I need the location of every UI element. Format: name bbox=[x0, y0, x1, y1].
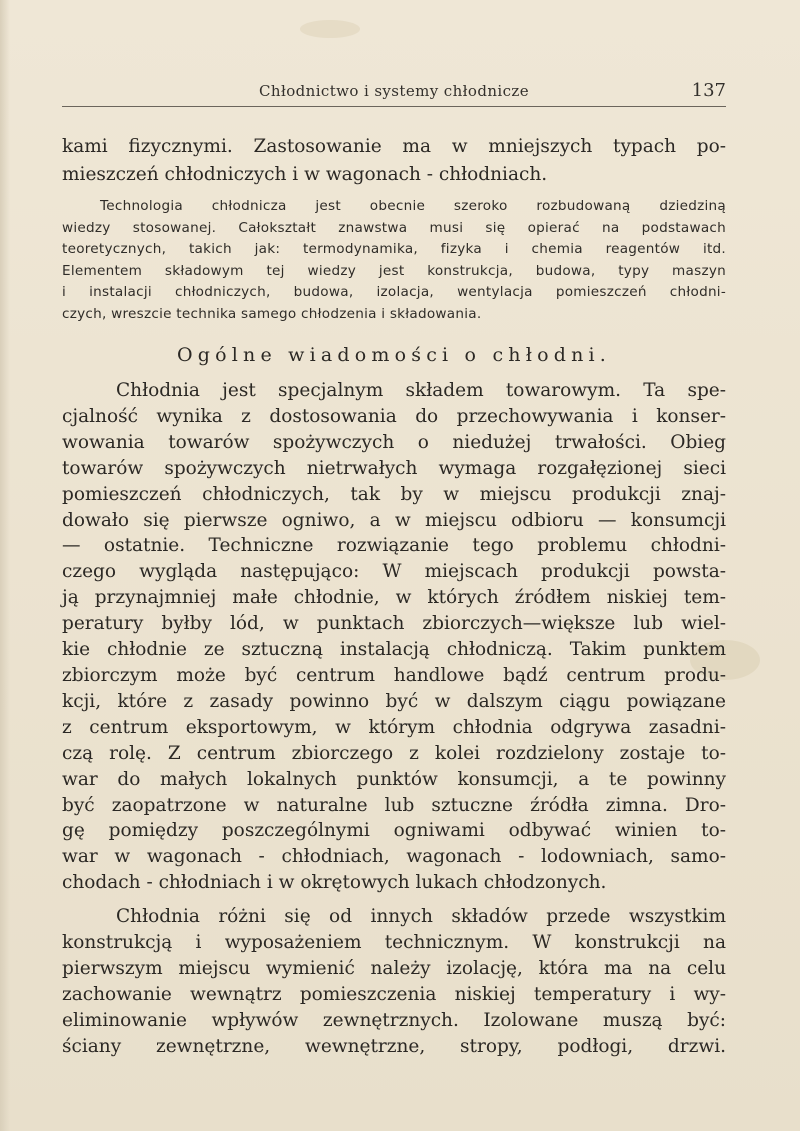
text-line: war w wagonach - chłodniach, wagonach - lodowniach, samo- bbox=[62, 846, 726, 868]
text-line: wiedzy stosowanej. Całokształt znawstwa musi się opierać na podstawach bbox=[62, 219, 726, 236]
intro-paragraph bbox=[62, 196, 726, 325]
text-line: mieszczeń chłodniczych i w wagonach - chłodniach. bbox=[62, 164, 548, 185]
text-line: gę pomiędzy poszczególnymi ogniwami odbywać winien to- bbox=[62, 820, 726, 842]
running-title: Chłodnictwo i systemy chłodnicze bbox=[259, 82, 529, 100]
text-line: Technologia chłodnicza jest obecnie szeroko rozbudowaną dziedziną bbox=[100, 198, 726, 214]
text-line: ją przynajmniej małe chłodnie, w których źródłem niskiej tem- bbox=[62, 587, 726, 609]
page-number: 137 bbox=[691, 80, 726, 101]
text-line: pierwszym miejscu wymienić należy izolację, która ma na celu bbox=[62, 958, 726, 979]
page-header bbox=[62, 80, 726, 107]
text-line: zachowanie wewnątrz pomieszczenia niskiej temperatury i wy- bbox=[62, 984, 726, 1005]
text-line: i instalacji chłodniczych, budowa, izolacja, wentylacja pomieszczeń chłodni- bbox=[62, 284, 726, 300]
text-line: konstrukcją i wyposażeniem technicznym. W konstrukcji na bbox=[62, 932, 726, 953]
text-line: peratury byłby lód, w punktach zbiorczych—większe lub wiel- bbox=[62, 613, 726, 635]
continuation-paragraph bbox=[62, 133, 726, 189]
text-line: ściany zewnętrzne, wewnętrzne, stropy, podłogi, drzwi. bbox=[62, 1036, 726, 1057]
text-line: czych, wreszcie technika samego chłodzenia i składowania. bbox=[62, 305, 482, 322]
text-line: cjalność wynika z dostosowania do przechowywania i konser- bbox=[62, 405, 726, 427]
text-line: z centrum eksportowym, w którym chłodnia odgrywa zasadni- bbox=[62, 716, 726, 738]
text-line: — ostatnie. Techniczne rozwiązanie tego problemu chłodni- bbox=[62, 535, 726, 557]
text-line: wowania towarów spożywczych o niedużej trwałości. Obieg bbox=[62, 431, 726, 453]
text-line: kami fizycznymi. Zastosowanie ma w mniejszych typach po- bbox=[62, 136, 726, 157]
text-line: Chłodnia jest specjalnym składem towarowym. Ta spe- bbox=[116, 380, 726, 401]
paper-stain bbox=[300, 20, 360, 38]
paragraph-chlodnia-specjalnym bbox=[62, 378, 726, 896]
text-line: Elementem składowym tej wiedzy jest konstrukcja, budowa, typy maszyn bbox=[62, 262, 726, 279]
text-line: czego wygląda następująco: W miejscach produkcji powsta- bbox=[62, 561, 726, 583]
text-line: teoretycznych, takich jak: termodynamika, fizyka i chemia reagentów itd. bbox=[62, 241, 726, 257]
paragraph-chlodnia-rozni-sie bbox=[62, 904, 726, 1060]
text-line: chodach - chłodniach i w okrętowych lukach chłodzonych. bbox=[62, 872, 607, 894]
text-line: war do małych lokalnych punktów konsumcji, a te powinny bbox=[62, 768, 726, 790]
text-line: kcji, które z zasady powinno być w dalszym ciągu powiązane bbox=[62, 690, 726, 712]
text-line: kie chłodnie ze sztuczną instalacją chłodniczą. Takim punktem bbox=[62, 639, 726, 661]
text-line: zbiorczym może być centrum handlowe bądź centrum produ- bbox=[62, 664, 726, 686]
section-heading: Ogólne wiadomości o chłodni. bbox=[176, 344, 612, 366]
text-line: dowało się pierwsze ogniwo, a w miejscu odbioru — konsumcji bbox=[62, 509, 726, 531]
text-line: pomieszczeń chłodniczych, tak by w miejscu produkcji znaj- bbox=[62, 483, 726, 505]
text-line: być zaopatrzone w naturalne lub sztuczne źródła zimna. Dro- bbox=[62, 794, 726, 816]
text-line: czą rolę. Z centrum zbiorczego z kolei rozdzielony zostaje to- bbox=[62, 742, 726, 764]
text-line: eliminowanie wpływów zewnętrznych. Izolowane muszą być: bbox=[62, 1010, 726, 1031]
text-line: towarów spożywczych nietrwałych wymaga rozgałęzionej sieci bbox=[62, 457, 726, 479]
text-line: Chłodnia różni się od innych składów przede wszystkim bbox=[116, 906, 726, 927]
page-fold-shadow bbox=[0, 0, 10, 1131]
